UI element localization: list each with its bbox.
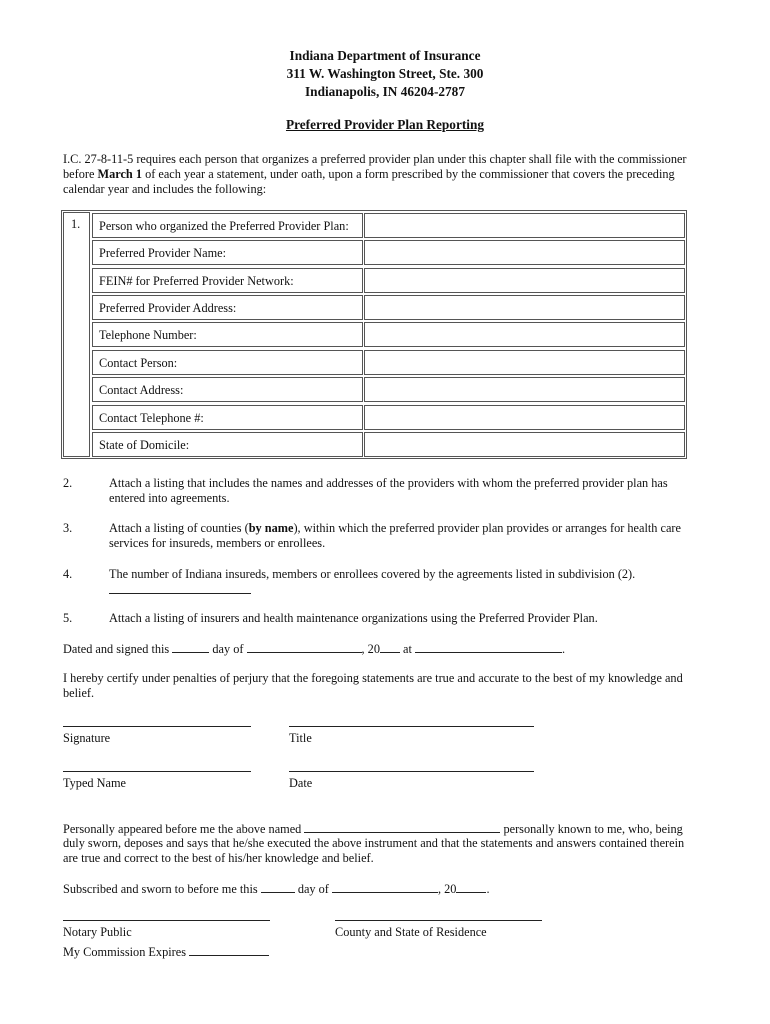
certify-line1: I hereby certify under penalties of perjury that the foregoing statements are true and accurate to the best of my knowledge and — [63, 671, 683, 685]
typed-name-line[interactable] — [63, 771, 251, 772]
item3-text-line1 — [109, 521, 709, 537]
field-fein[interactable] — [364, 268, 685, 293]
dated-place-blank[interactable] — [415, 641, 562, 653]
intro-after: of each year a statement, under oath, upon a form prescribed by the commissioner that covers the preceding — [142, 167, 675, 181]
field-state-of-domicile[interactable] — [364, 432, 685, 457]
dated-text-4: at — [399, 642, 416, 656]
subscribed-month-blank[interactable] — [332, 881, 438, 893]
dated-day-blank[interactable] — [172, 641, 209, 653]
field-organizer[interactable] — [364, 213, 685, 238]
field-provider-address[interactable] — [364, 295, 685, 320]
date-line[interactable] — [289, 771, 534, 772]
subscribed-text-4: . — [486, 882, 490, 896]
item3-bold: by name — [248, 521, 294, 535]
item2-number: 2. — [63, 476, 73, 490]
label-contact-address: Contact Address: — [92, 377, 363, 402]
label-fein: FEIN# for Preferred Provider Network: — [92, 268, 363, 293]
personally-name-blank[interactable] — [304, 821, 500, 833]
intro-deadline: March 1 — [97, 167, 142, 181]
subscribed-day-blank[interactable] — [261, 881, 295, 893]
dated-text-1: Dated and signed this — [63, 642, 173, 656]
signature-line[interactable] — [63, 726, 251, 727]
dated-signed-line — [63, 641, 565, 658]
dated-text-2: day of — [209, 642, 247, 656]
personally-text-1: Personally appeared before me the above named — [63, 822, 305, 836]
intro-line1: I.C. 27-8-11-5 requires each person that organizes a preferred provider plan under this chapter shall file with the commissioner — [63, 152, 687, 166]
field-contact-address[interactable] — [364, 377, 685, 402]
notary-public-line[interactable] — [63, 920, 270, 921]
typed-name-label: Typed Name — [63, 776, 126, 790]
item3-after: ), within which the preferred provider plan provides or arranges for health care — [293, 521, 681, 535]
item4-text: The number of Indiana insureds, members or enrollees covered by the agreements listed in subdivision (2). — [109, 567, 636, 581]
dated-text-5: . — [562, 642, 566, 656]
title-label: Title — [289, 731, 312, 745]
dated-text-3: , 20 — [361, 642, 380, 656]
subscribed-text-1: Subscribed and sworn to before me this — [63, 882, 261, 896]
personally-line3: are true and correct to the best of his/her knowledge and belief. — [63, 851, 374, 865]
title-line[interactable] — [289, 726, 534, 727]
county-state-line[interactable] — [335, 920, 542, 921]
intro-line2 — [63, 167, 708, 183]
item3-text-line2: services for insureds, members or enrollees. — [109, 536, 326, 550]
label-contact-telephone: Contact Telephone #: — [92, 405, 363, 430]
org-name: Indiana Department of Insurance — [289, 48, 481, 63]
commission-expires-label: My Commission Expires — [63, 945, 190, 959]
field-telephone[interactable] — [364, 322, 685, 347]
dated-month-blank[interactable] — [247, 641, 362, 653]
personally-line2: duly sworn, deposes and says that he/she executed the above instrument and that the statements and answers contained therein — [63, 836, 685, 850]
subscribed-text-3: , 20 — [437, 882, 457, 896]
table-number-cell — [63, 212, 90, 457]
label-provider-name: Preferred Provider Name: — [92, 240, 363, 265]
intro-line3: calendar year and includes the following: — [63, 182, 267, 196]
org-address-line1: 311 W. Washington Street, Ste. 300 — [286, 66, 484, 81]
date-label: Date — [289, 776, 313, 790]
dated-year-blank[interactable] — [380, 641, 400, 653]
table-number: 1. — [71, 217, 81, 231]
item4-answer-line[interactable] — [109, 593, 251, 594]
subscribed-line — [63, 881, 490, 898]
item5-number: 5. — [63, 611, 73, 625]
personally-text-2: personally known to me, who, being — [500, 822, 683, 836]
label-provider-address: Preferred Provider Address: — [92, 295, 363, 320]
field-contact-person[interactable] — [364, 350, 685, 375]
org-address-line2: Indianapolis, IN 46204-2787 — [305, 84, 465, 99]
notary-public-label: Notary Public — [63, 925, 132, 939]
item2-text-line1: Attach a listing that includes the names and addresses of the providers with whom the preferred provider plan has — [109, 476, 668, 490]
field-contact-telephone[interactable] — [364, 405, 685, 430]
item2-text-line2: entered into agreements. — [109, 491, 230, 505]
label-organizer: Person who organized the Preferred Provider Plan: — [92, 213, 363, 238]
label-contact-person: Contact Person: — [92, 350, 363, 375]
commission-expires-blank[interactable] — [189, 944, 269, 956]
subscribed-text-2: day of — [294, 882, 332, 896]
intro-before: before — [63, 167, 98, 181]
county-state-label: County and State of Residence — [335, 925, 487, 939]
label-state-of-domicile: State of Domicile: — [92, 432, 363, 457]
subscribed-year-blank[interactable] — [456, 881, 486, 893]
form-title: Preferred Provider Plan Reporting — [285, 117, 485, 132]
item5-text: Attach a listing of insurers and health maintenance organizations using the Preferred Provider Plan. — [109, 611, 598, 625]
field-provider-name[interactable] — [364, 240, 685, 265]
item3-before: Attach a listing of counties ( — [109, 521, 249, 535]
label-telephone: Telephone Number: — [92, 322, 363, 347]
commission-expires-line — [63, 944, 269, 961]
certify-line2: belief. — [63, 686, 95, 700]
item4-number: 4. — [63, 567, 73, 581]
signature-label: Signature — [63, 731, 111, 745]
item3-number: 3. — [63, 521, 73, 535]
